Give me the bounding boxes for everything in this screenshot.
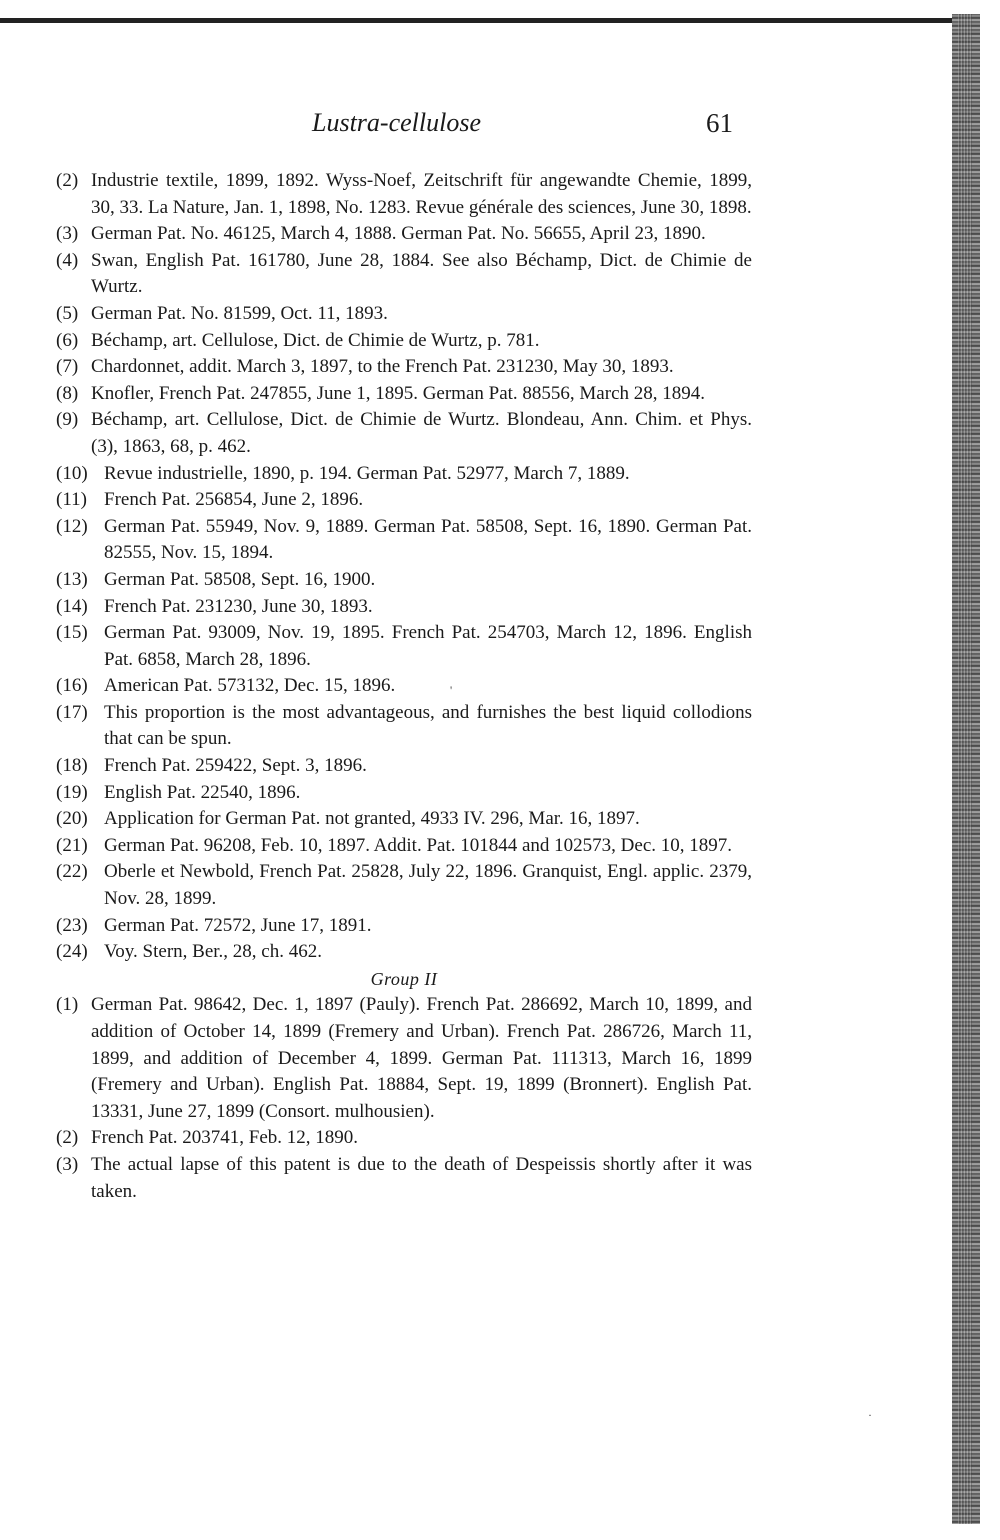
footnote-text: Béchamp, art. Cellulose, Dict. de Chimie de Wurtz. Blondeau, Ann. Chim. et Phys. (3), 1863, 68, p. 462. [91, 409, 752, 457]
footnote-text: German Pat. No. 81599, Oct. 11, 1893. [91, 302, 388, 324]
footnote [56, 248, 752, 301]
footnote [56, 992, 752, 1125]
footnote-text: Béchamp, art. Cellulose, Dict. de Chimie de Wurtz, p. 781. [91, 329, 540, 351]
footnote-number: (6) [56, 329, 79, 351]
footnote-text: Voy. Stern, Ber., 28, ch. 462. [104, 941, 322, 963]
footnote [56, 673, 752, 700]
footnote-number: (23) [56, 914, 88, 936]
stray-mark: · [868, 1408, 872, 1422]
footnote-text: German Pat. No. 46125, March 4, 1888. German Pat. No. 56655, April 23, 1890. [91, 223, 706, 245]
footnote-text: English Pat. 22540, 1896. [104, 781, 301, 803]
footnote-text: Oberle et Newbold, French Pat. 25828, July 22, 1896. Granquist, Engl. applic. 2379, Nov. 28, 1899. [104, 861, 752, 910]
stray-mark: ' [450, 683, 453, 697]
footnote-number: (7) [56, 356, 79, 378]
footnote-number: (9) [56, 409, 79, 431]
footnote-number: (2) [56, 1127, 79, 1149]
footnote-text: Industrie textile, 1899, 1892. Wyss-Noef, Zeitschrift für angewandte Chemie, 1899, 30, 33. La Nature, Jan. 1, 1898, No. 1283. Revue générale des sciences, June 30, 1898. [91, 170, 752, 218]
footnote [56, 913, 752, 940]
footnote [56, 354, 752, 381]
footnote-number: (22) [56, 861, 88, 883]
footnote-text: French Pat. 203741, Feb. 12, 1890. [91, 1127, 359, 1149]
footnote-text: French Pat. 259422, Sept. 3, 1896. [104, 755, 367, 777]
footnote-text: German Pat. 55949, Nov. 9, 1889. German Pat. 58508, Sept. 16, 1890. German Pat. 82555, Nov. 15, 1894. [104, 515, 752, 564]
footnote-number: (18) [56, 755, 88, 777]
footnote-number: (3) [56, 1153, 79, 1175]
footnote [56, 487, 752, 514]
footnote-number: (13) [56, 568, 88, 590]
footnote [56, 381, 752, 408]
footnote [56, 620, 752, 673]
footnote-text: German Pat. 96208, Feb. 10, 1897. Addit. Pat. 101844 and 102573, Dec. 10, 1897. [104, 834, 733, 856]
footnote-number: (16) [56, 675, 88, 697]
footnote-number: (1) [56, 994, 79, 1016]
footnote [56, 859, 752, 912]
footnote-text: German Pat. 58508, Sept. 16, 1900. [104, 568, 376, 590]
footnote [56, 514, 752, 567]
footnote-text: Application for German Pat. not granted, 4933 IV. 296, Mar. 16, 1897. [104, 808, 640, 830]
footnote-text: Knofler, French Pat. 247855, June 1, 1895. German Pat. 88556, March 28, 1894. [91, 382, 706, 404]
notes-content [56, 168, 752, 1205]
footnote-text: Revue industrielle, 1890, p. 194. German Pat. 52977, March 7, 1889. [104, 462, 630, 484]
footnote-text: German Pat. 98642, Dec. 1, 1897 (Pauly). French Pat. 286692, March 10, 1899, and addition of October 14, 1899 (Fremery and Urban). French Pat. 286726, March 11, 1899, and addition of December 4, 1899. German Pat. 111313, March 16, 1899 (Fremery and Urban). English Pat. 18884, Sept. 19, 1899 (Bronnert). English Pat. 13331, June 27, 1899 (Consort. mulhousien). [91, 994, 752, 1122]
footnote [56, 594, 752, 621]
footnote [56, 168, 752, 221]
footnote [56, 833, 752, 860]
footnote [56, 753, 752, 780]
footnote-number: (17) [56, 701, 88, 723]
footnote-number: (4) [56, 249, 79, 271]
running-title: Lustra-cellulose [312, 108, 481, 137]
footnote-number: (19) [56, 781, 88, 803]
footnote [56, 780, 752, 807]
group-heading: Group II [370, 968, 438, 989]
footnote-number: (14) [56, 595, 88, 617]
footnote-text: German Pat. 93009, Nov. 19, 1895. French Pat. 254703, March 12, 1896. English Pat. 6858, March 28, 1896. [104, 622, 752, 670]
footnote-number: (21) [56, 834, 88, 856]
page-header [0, 108, 1000, 148]
footnote-text: French Pat. 256854, June 2, 1896. [104, 489, 364, 511]
footnote-text: The actual lapse of this patent is due to the death of Despeissis shortly after it was taken. [91, 1153, 752, 1202]
footnote-text: Swan, English Pat. 161780, June 28, 1884. See also Béchamp, Dict. de Chimie de Wurtz. [91, 249, 752, 298]
footnote-number: (5) [56, 302, 79, 324]
footnote-number: (11) [56, 489, 87, 511]
group-2-notes [56, 992, 752, 1205]
footnote-number: (3) [56, 223, 79, 245]
book-spine-shading [958, 14, 972, 1524]
footnote-number: (24) [56, 941, 88, 963]
footnote-text: French Pat. 231230, June 30, 1893. [104, 595, 373, 617]
footnote [56, 1152, 752, 1205]
top-rule [0, 18, 962, 23]
footnote-text: Chardonnet, addit. March 3, 1897, to the French Pat. 231230, May 30, 1893. [91, 356, 674, 378]
footnote [56, 407, 752, 460]
footnote-number: (12) [56, 515, 88, 537]
footnote [56, 301, 752, 328]
footnote-text: American Pat. 573132, Dec. 15, 1896. [104, 675, 396, 697]
footnote-number: (20) [56, 808, 88, 830]
footnote [56, 221, 752, 248]
footnote-number: (15) [56, 622, 88, 644]
footnote [56, 1125, 752, 1152]
page-number: 61 [706, 108, 733, 138]
footnote [56, 700, 752, 753]
footnote [56, 939, 752, 966]
footnote-number: (2) [56, 170, 79, 191]
footnote [56, 806, 752, 833]
footnote [56, 328, 752, 355]
group-1-notes [56, 168, 752, 966]
footnote-number: (8) [56, 382, 79, 404]
footnote [56, 461, 752, 488]
footnote-text: This proportion is the most advantageous, and furnishes the best liquid collodions that can be spun. [104, 701, 752, 750]
footnote-number: (10) [56, 462, 88, 484]
footnote-text: German Pat. 72572, June 17, 1891. [104, 914, 372, 936]
footnote [56, 567, 752, 594]
